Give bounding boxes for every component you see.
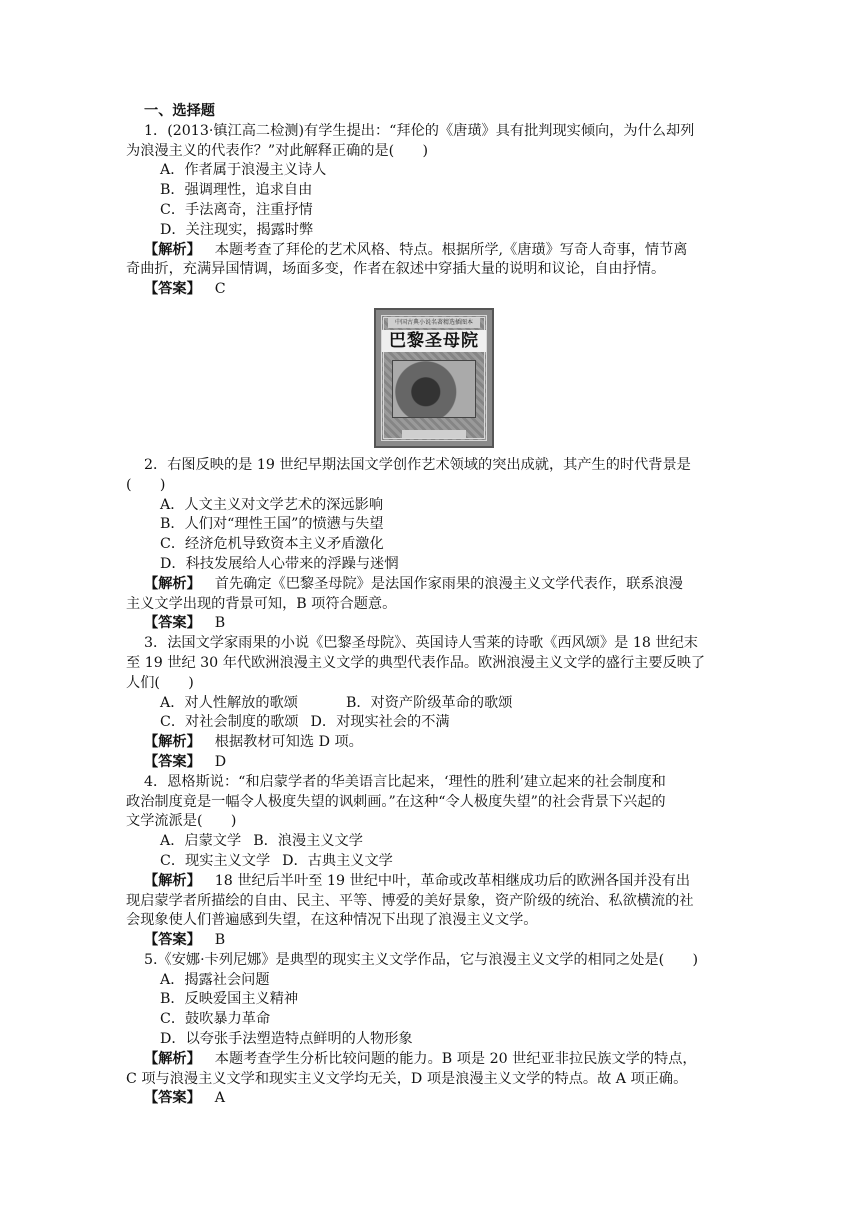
option-c: C．手法离奇，注重抒情 — [160, 201, 313, 218]
option-b: B．人们对“理性王国”的愤懑与失望 — [160, 516, 384, 533]
analysis — [126, 575, 736, 595]
question-1 — [126, 122, 736, 300]
question-stem: 2．右图反映的是 19 世纪早期法国文学创作艺术领域的突出成就，其产生的时代背景是 — [144, 456, 691, 473]
answer-value: A — [214, 1090, 226, 1107]
option-c: C．对社会制度的歌颂 — [160, 714, 299, 731]
book-cover-image — [374, 308, 494, 448]
answer-value: C — [214, 281, 226, 298]
analysis — [126, 1050, 736, 1070]
answer-value: D — [214, 753, 227, 770]
analysis-text: 主义文学出现的背景可知，B 项符合题意。 — [126, 595, 397, 612]
analysis-label: 【解析】 — [144, 872, 201, 889]
analysis-text: 本题考查学生分析比较问题的能力。B 项是 20 世纪亚非拉民族文学的特点， — [214, 1050, 697, 1067]
option-a: A．对人性解放的歌颂 — [160, 694, 298, 711]
analysis — [126, 733, 736, 753]
analysis-text: 会现象使人们普遍感到失望，在这种情况下出现了浪漫主义文学。 — [126, 912, 538, 929]
analysis-label: 【解析】 — [144, 1050, 201, 1067]
options-row — [126, 713, 736, 733]
question-2 — [126, 456, 736, 634]
analysis-text: 本题考查了拜伦的艺术风格、特点。根据所学,《唐璜》写奇人奇事，情节离 — [214, 241, 688, 258]
options-row — [126, 694, 736, 714]
question-stem: ( ) — [126, 476, 166, 493]
question-stem: 1．(2013·镇江高二检测)有学生提出：“拜伦的《唐璜》具有批判现实倾向，为什么却列 — [144, 122, 695, 139]
option-c: C．现实主义文学 — [160, 852, 271, 869]
question-5 — [126, 951, 736, 1109]
answer-label: 【答案】 — [144, 1090, 201, 1107]
answer-label: 【答案】 — [144, 753, 201, 770]
analysis-label: 【解析】 — [144, 241, 201, 258]
option-d: D．对现实社会的不满 — [310, 714, 450, 731]
option-d: D．以夸张手法塑造特点鲜明的人物形象 — [160, 1031, 413, 1048]
analysis — [126, 872, 736, 892]
analysis — [126, 241, 736, 261]
analysis-text: 现启蒙学者所描绘的自由、民主、平等、博爱的美好景象，资产阶级的统治、私欲横流的社 — [126, 892, 694, 909]
book-bottom-band — [402, 430, 466, 438]
option-a: A．揭露社会问题 — [160, 971, 270, 988]
analysis-text: 根据教材可知选 D 项。 — [214, 734, 363, 751]
answer — [126, 614, 736, 634]
question-stem: 3．法国文学家雨果的小说《巴黎圣母院》、英国诗人雪莱的诗歌《西风颂》是 18 世纪末 — [144, 635, 698, 652]
analysis-label: 【解析】 — [144, 734, 201, 751]
answer-label: 【答案】 — [144, 281, 201, 298]
book-title: 巴黎圣母院 — [382, 330, 486, 352]
question-3 — [126, 634, 736, 773]
option-a: A．人文主义对文学艺术的深远影响 — [160, 496, 384, 513]
analysis-text: 18 世纪后半叶至 19 世纪中叶，革命或改革相继成功后的欧洲各国并没有出 — [214, 872, 691, 889]
option-b: B．强调理性，追求自由 — [160, 182, 313, 199]
question-4 — [126, 773, 736, 951]
book-publisher-text: 中国古典小说名著精选插图本 — [388, 318, 480, 328]
analysis-text: 首先确定《巴黎圣母院》是法国作家雨果的浪漫主义文学代表作，联系浪漫 — [214, 575, 683, 592]
answer — [126, 280, 736, 300]
option-d: D．关注现实，揭露时弊 — [160, 221, 314, 238]
option-d: D．古典主义文学 — [282, 852, 393, 869]
book-illustration — [392, 360, 476, 418]
answer-label: 【答案】 — [144, 932, 201, 949]
answer-label: 【答案】 — [144, 615, 201, 632]
option-d: D．科技发展给人心带来的浮躁与迷惘 — [160, 555, 399, 572]
answer-value: B — [214, 615, 226, 632]
option-a: A．启蒙文学 — [160, 833, 242, 850]
options-row — [126, 852, 736, 872]
document-page — [126, 102, 736, 1109]
option-a: A．作者属于浪漫主义诗人 — [160, 162, 327, 179]
analysis-text: 奇曲折，充满异国情调，场面多变，作者在叙述中穿插大量的说明和议论，自由抒情。 — [126, 261, 666, 278]
section-title: 一、选择题 — [144, 103, 215, 119]
question-stem: 人们( ) — [126, 674, 194, 691]
option-b: B．浪漫主义文学 — [253, 833, 363, 850]
answer-value: B — [214, 932, 226, 949]
analysis-label: 【解析】 — [144, 575, 201, 592]
answer — [126, 931, 736, 951]
option-c: C．经济危机导致资本主义矛盾激化 — [160, 536, 384, 553]
analysis-text: C 项与浪漫主义文学和现实主义文学均无关，D 项是浪漫主义文学的特点。故 A 项正确。 — [126, 1070, 688, 1087]
question-stem: 5.《安娜·卡列尼娜》是典型的现实主义文学作品，它与浪漫主义文学的相同之处是( ) — [144, 951, 699, 968]
options-row — [126, 832, 736, 852]
option-b: B．对资产阶级革命的歌颂 — [345, 694, 513, 711]
answer — [126, 753, 736, 773]
question-stem: 文学流派是( ) — [126, 813, 237, 830]
answer — [126, 1089, 736, 1109]
question-stem: 政治制度竟是一幅令人极度失望的讽刺画。”在这种“令人极度失望”的社会背景下兴起的 — [126, 793, 666, 810]
option-b: B．反映爱国主义精神 — [160, 991, 299, 1008]
question-stem: 至 19 世纪 30 年代欧洲浪漫主义文学的典型代表作品。欧洲浪漫主义文学的盛行主要反映了 — [126, 654, 706, 671]
option-c: C．鼓吹暴力革命 — [160, 1011, 271, 1028]
question-stem: 4．恩格斯说：“和启蒙学者的华美语言比起来，‘理性的胜利’建立起来的社会制度和 — [144, 773, 666, 790]
question-stem: 为浪漫主义的代表作？”对此解释正确的是( ) — [126, 142, 429, 159]
